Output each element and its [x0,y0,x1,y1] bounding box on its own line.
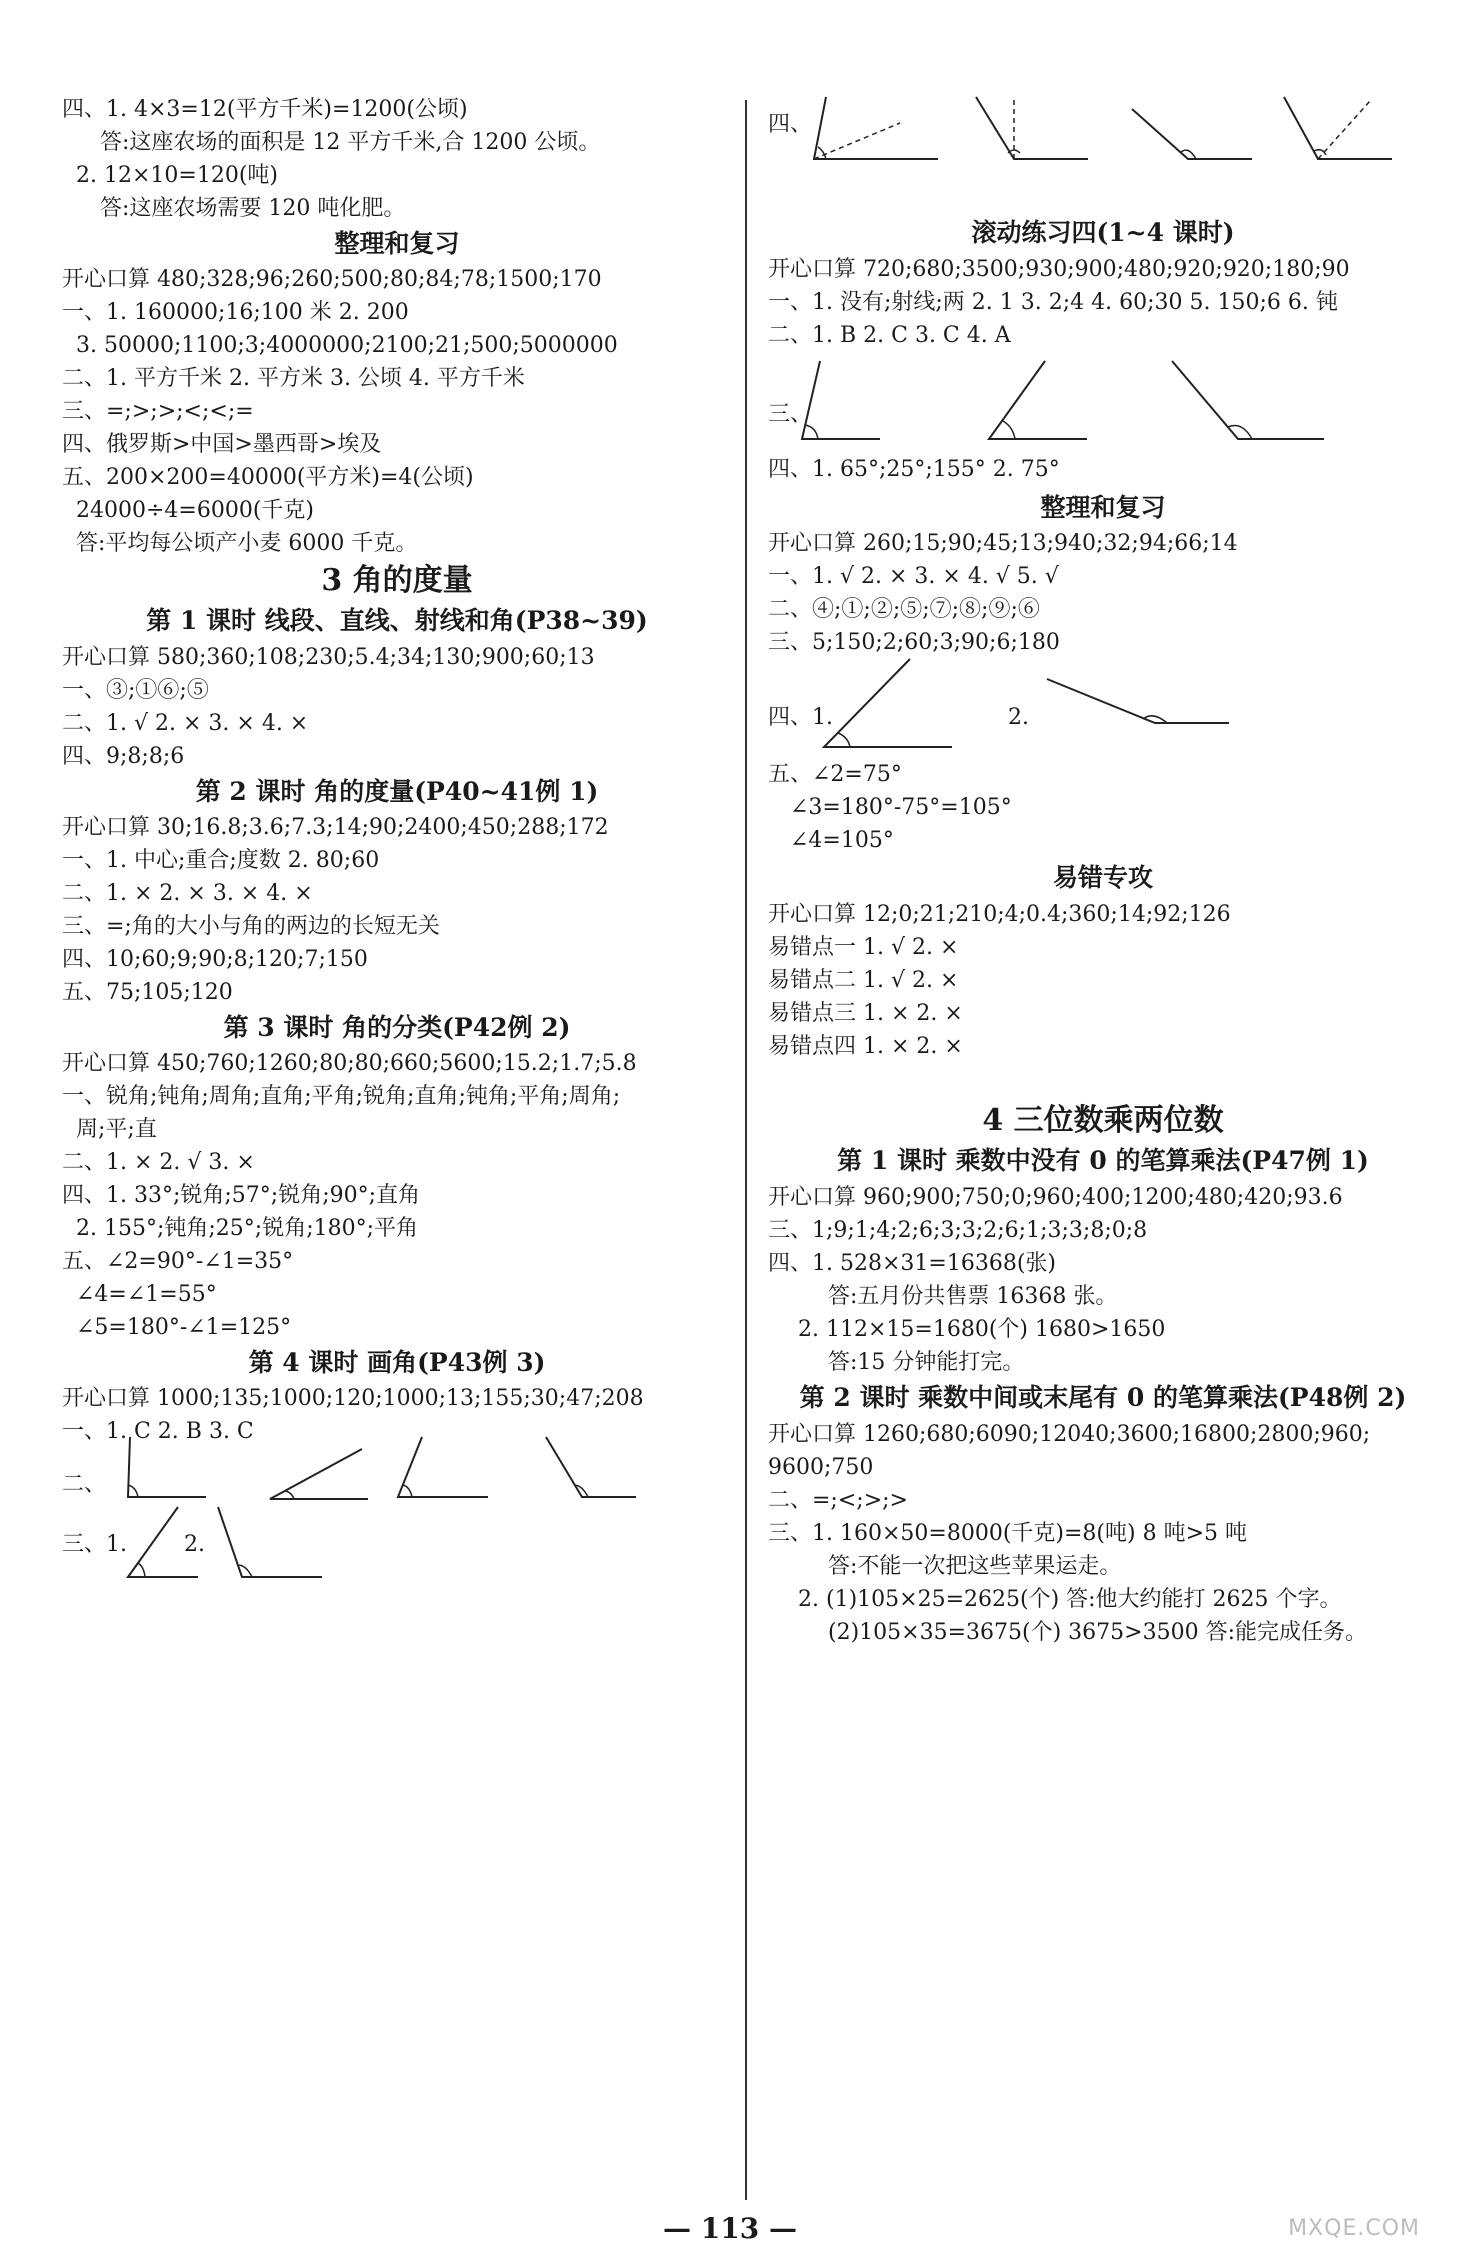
answer-line: 开心口算 450;760;1260;80;80;660;5600;15.2;1.7;5.8 [62,1051,637,1076]
answer-label: 2. [184,1532,205,1557]
answer-line: 四、1. 4×3=12(平方千米)=1200(公顷) [62,97,468,122]
section-heading: 易错专攻 [1052,863,1153,892]
answer-line: 开心口算 1260;680;6090;12040;3600;16800;2800;960; [768,1422,1371,1447]
angle-figure [818,655,958,755]
section-heading: 滚动练习四(1~4 课时) [971,218,1235,247]
angle-figure [122,1505,202,1585]
angle-figure [1043,675,1233,735]
answer-line: 三、=;角的大小与角的两边的长短无关 [62,914,440,939]
answer-line: 24000÷4=6000(千克) [76,498,315,523]
answer-label: 2. [1008,705,1029,730]
section-heading: 整理和复习 [1040,493,1166,522]
answer-line: 一、锐角;钝角;周角;直角;平角;锐角;直角;钝角;平角;周角; [62,1084,621,1109]
lesson-heading: 第 2 课时 角的度量(P40~41例 1) [195,777,599,806]
answer-line: 二、1. 平方千米 2. 平方米 3. 公顷 4. 平方千米 [62,366,525,391]
answer-line: 二、1. √ 2. × 3. × 4. × [62,711,309,736]
answer-line: 一、1. √ 2. × 3. × 4. √ 5. √ [768,564,1059,589]
answer-line: 开心口算 12;0;21;210;4;0.4;360;14;92;126 [768,902,1231,927]
answer-line: 四、1. 65°;25°;155° 2. 75° [768,457,1060,482]
answer-line: 五、∠2=90°-∠1=35° [62,1249,294,1274]
answer-line: 五、75;105;120 [62,980,233,1005]
angle-figure [212,1505,332,1585]
answer-line: 3. 50000;1100;3;4000000;2100;21;500;5000000 [76,333,618,358]
answer-line: 二、=;<;>;> [768,1488,908,1513]
answer-line: 开心口算 480;328;96;260;500;80;84;78;1500;170 [62,267,602,292]
answer-line: 9600;750 [768,1455,874,1480]
answer-line: 答:不能一次把这些苹果运走。 [828,1554,1122,1579]
answer-line: 开心口算 260;15;90;45;13;940;32;94;66;14 [768,531,1238,556]
answer-line: 一、1. 160000;16;100 米 2. 200 [62,300,409,325]
answer-line: 二、1. × 2. √ 3. × [62,1150,255,1175]
answer-label: 三、1. [62,1532,127,1557]
answer-line: 答:15 分钟能打完。 [828,1350,1025,1375]
lesson-heading: 第 1 课时 乘数中没有 0 的笔算乘法(P47例 1) [837,1146,1369,1175]
answer-line: 答:五月份共售票 16368 张。 [828,1284,1118,1309]
answer-line: 五、∠2=75° [768,762,902,787]
angle-figure [122,1435,212,1505]
answer-line: 二、1. × 2. × 3. × 4. × [62,881,313,906]
answer-label: 四、 [768,112,813,137]
answer-line: 一、1. 没有;射线;两 2. 1 3. 2;4 4. 60;30 5. 150;6 6. 钝 [768,290,1338,315]
chapter-heading: 3 角的度量 [321,563,473,598]
angle-figure [392,1435,492,1505]
answer-line: 2. 155°;钝角;25°;锐角;180°;平角 [76,1216,419,1241]
answer-label: 四、1. [768,705,833,730]
answer-line: 周;平;直 [76,1117,157,1142]
answer-line: 五、200×200=40000(平方米)=4(公顷) [62,465,474,490]
lesson-heading: 第 1 课时 线段、直线、射线和角(P38~39) [146,606,648,635]
answer-line: 一、1. 中心;重合;度数 2. 80;60 [62,848,380,873]
chapter-heading: 4 三位数乘两位数 [982,1103,1224,1138]
answer-line: ∠3=180°-75°=105° [790,795,1012,820]
answer-line: 答:这座农场需要 120 吨化肥。 [100,196,406,221]
answer-label: 二、 [62,1472,107,1497]
lesson-heading: 第 3 课时 角的分类(P42例 2) [223,1013,571,1042]
answer-line: 2. 112×15=1680(个) 1680>1650 [798,1317,1166,1342]
answer-line: 四、俄罗斯>中国>墨西哥>埃及 [62,432,382,457]
answer-line: 易错点一 1. √ 2. × [768,935,959,960]
answer-line: 答:平均每公顷产小麦 6000 千克。 [76,531,418,556]
lesson-heading: 第 4 课时 画角(P43例 3) [248,1348,546,1377]
answer-line: 开心口算 1000;135;1000;120;1000;13;155;30;47;208 [62,1386,644,1411]
answer-line: 开心口算 720;680;3500;930;900;480;920;920;180;90 [768,257,1350,282]
column-divider [745,100,747,2200]
angle-figure [1168,357,1328,447]
answer-line: 三、5;150;2;60;3;90;6;180 [768,630,1060,655]
answer-line: 开心口算 960;900;750;0;960;400;1200;480;420;93.6 [768,1185,1343,1210]
answer-line: ∠5=180°-∠1=125° [76,1315,292,1340]
answer-line: 易错点四 1. × 2. × [768,1034,963,1059]
answer-line: 2. (1)105×25=2625(个) 答:他大约能打 2625 个字。 [798,1587,1342,1612]
answer-line: 三、1. 160×50=8000(千克)=8(吨) 8 吨>5 吨 [768,1521,1247,1546]
angle-figure [1128,95,1258,165]
answer-line: 四、9;8;8;6 [62,744,185,769]
lesson-heading: 第 2 课时 乘数中间或末尾有 0 的笔算乘法(P48例 2) [799,1383,1407,1412]
answer-line: (2)105×35=3675(个) 3675>3500 答:能完成任务。 [828,1620,1367,1645]
answer-line: ∠4=105° [790,828,894,853]
answer-line: 三、=;>;>;<;<;= [62,399,254,424]
page-number: — 113 — [663,2212,797,2245]
answer-line: 易错点二 1. √ 2. × [768,968,959,993]
answer-line: 二、④;①;②;⑤;⑦;⑧;⑨;⑥ [768,597,1040,622]
answer-line: 四、10;60;9;90;8;120;7;150 [62,947,368,972]
answer-line: 开心口算 30;16.8;3.6;7.3;14;90;2400;450;288;172 [62,815,609,840]
answer-line: 易错点三 1. × 2. × [768,1001,963,1026]
angle-figure [808,95,948,165]
answer-line: 三、1;9;1;4;2;6;3;3;2;6;1;3;3;8;0;8 [768,1218,1148,1243]
angle-figure [968,95,1098,165]
answer-line: 一、③;①⑥;⑤ [62,678,209,703]
answer-label: 三、 [768,402,813,427]
section-heading: 整理和复习 [334,229,460,258]
answer-line: 一、1. C 2. B 3. C [62,1419,254,1444]
answer-line: 开心口算 580;360;108;230;5.4;34;130;900;60;13 [62,645,595,670]
answer-line: ∠4=∠1=55° [76,1282,217,1307]
angle-figure [796,357,886,447]
answer-line: 四、1. 528×31=16368(张) [768,1251,1056,1276]
angle-figure [542,1435,642,1505]
answer-line: 答:这座农场的面积是 12 平方千米,合 1200 公顷。 [100,130,601,155]
watermark: MXQE.COM [1288,2216,1420,2241]
answer-line: 二、1. B 2. C 3. C 4. A [768,323,1011,348]
angle-figure [983,357,1093,447]
answer-line: 四、1. 33°;锐角;57°;锐角;90°;直角 [62,1183,421,1208]
angle-figure [262,1445,372,1505]
angle-figure [1278,95,1408,165]
answer-line: 2. 12×10=120(吨) [76,163,278,188]
